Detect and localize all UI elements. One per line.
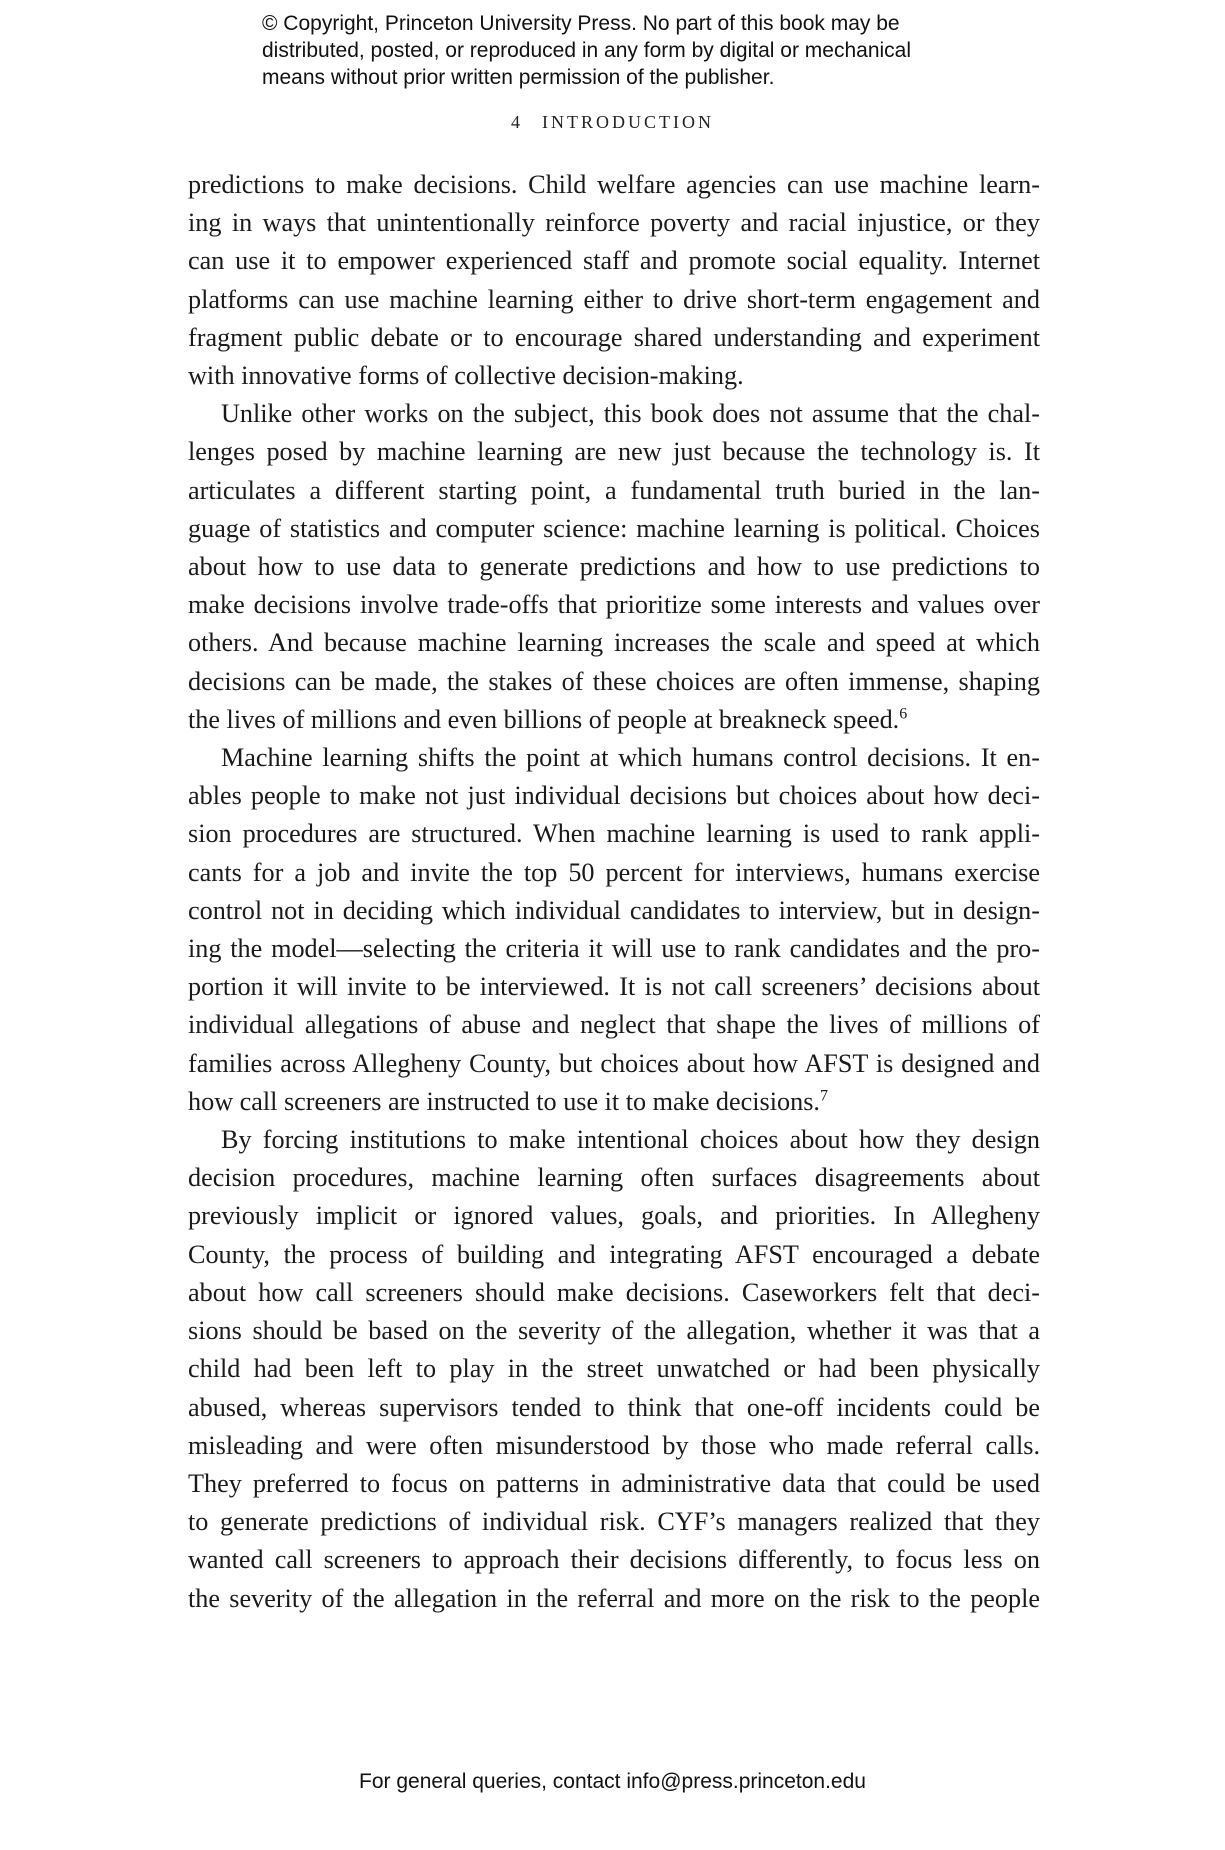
text-line: decision procedures, machine learning often surfaces disagreements about (188, 1163, 1040, 1193)
text-line: ing in ways that unintentionally reinforce poverty and racial injustice, or they (188, 208, 1040, 238)
text-line: to generate predictions of individual risk. CYF’s managers realized that they (188, 1507, 1040, 1537)
text-line: predictions to make decisions. Child welfare agencies can use machine learn- (188, 170, 1040, 199)
body-text (188, 166, 1040, 1618)
paragraph (188, 395, 1040, 739)
text-line: sion procedures are structured. When machine learning is used to rank appli- (188, 819, 1040, 849)
text-line: decisions can be made, the stakes of these choices are often immense, shaping (188, 666, 1040, 696)
text-line: wanted call screeners to approach their decisions differently, to focus less on (188, 1545, 1040, 1575)
text-line: By forcing institutions to make intentional choices about how they design (221, 1125, 1040, 1155)
paragraph (188, 739, 1040, 1121)
paragraph (188, 166, 1040, 395)
text-line: families across Allegheny County, but choices about how AFST is designed and (188, 1048, 1040, 1078)
text-line: guage of statistics and computer science: machine learning is political. Choices (188, 513, 1040, 543)
text-line: control not in deciding which individual candidates to interview, but in design- (188, 895, 1040, 925)
text-line: previously implicit or ignored values, goals, and priorities. In Allegheny (188, 1201, 1040, 1231)
page-number: 4 (511, 112, 520, 132)
copyright-line: © Copyright, Princeton University Press. No part of this book may be (262, 12, 900, 35)
text-line: articulates a different starting point, a fundamental truth buried in the lan- (188, 475, 1040, 505)
text-line: platforms can use machine learning either to drive short-term engagement and (188, 284, 1040, 314)
text-line: about how to use data to generate predictions and how to use predictions to (188, 552, 1040, 582)
text-line: County, the process of building and integrating AFST encouraged a debate (188, 1239, 1040, 1269)
footnote-marker: 7 (819, 1087, 828, 1105)
text-line: individual allegations of abuse and neglect that shape the lives of millions of (188, 1010, 1040, 1040)
chapter-title: INTRODUCTION (542, 112, 714, 132)
text-line: lenges posed by machine learning are new just because the technology is. It (188, 437, 1040, 467)
copyright-line: distributed, posted, or reproduced in any form by digital or mechanical (262, 39, 912, 62)
text-line: fragment public debate or to encourage shared understanding and experiment (188, 322, 1040, 352)
text-line: ing the model—selecting the criteria it will use to rank candidates and the pro- (188, 934, 1040, 964)
text-line: with innovative forms of collective decision-making. (188, 361, 744, 391)
text-line: abused, whereas supervisors tended to think that one-off incidents could be (188, 1392, 1040, 1422)
footnote-marker: 6 (899, 705, 908, 723)
copyright-line: means without prior written permission of the publisher. (262, 66, 775, 89)
text-line-content: the lives of millions and even billions of people at breakneck speed. (188, 704, 900, 734)
running-head (0, 112, 1225, 133)
footer-contact: For general queries, contact info@press.princeton.edu (359, 1770, 866, 1793)
text-line: the severity of the allegation in the referral and more on the risk to the people (188, 1583, 1040, 1613)
text-line: cants for a job and invite the top 50 percent for interviews, humans exercise (188, 857, 1040, 887)
copyright-notice (262, 10, 982, 91)
text-line: others. And because machine learning increases the scale and speed at which (188, 628, 1040, 658)
text-line: portion it will invite to be interviewed. It is not call screeners’ decisions about (188, 972, 1040, 1002)
text-line: misleading and were often misunderstood by those who made referral calls. (188, 1430, 1040, 1460)
paragraph (188, 1121, 1040, 1618)
text-line: They preferred to focus on patterns in administrative data that could be used (188, 1468, 1040, 1498)
text-line: can use it to empower experienced staff and promote social equality. Internet (188, 246, 1040, 276)
text-line: ables people to make not just individual decisions but choices about how deci- (188, 781, 1040, 811)
text-line-content: how call screeners are instructed to use it to make decisions. (188, 1086, 820, 1116)
text-line: child had been left to play in the street unwatched or had been physically (188, 1354, 1040, 1384)
text-line: Machine learning shifts the point at which humans control decisions. It en- (221, 743, 1040, 773)
text-line: about how call screeners should make decisions. Caseworkers felt that deci- (188, 1277, 1040, 1307)
text-line: make decisions involve trade-offs that prioritize some interests and values over (188, 590, 1040, 620)
text-line: Unlike other works on the subject, this book does not assume that the chal- (221, 399, 1040, 429)
text-line: sions should be based on the severity of the allegation, whether it was that a (188, 1316, 1040, 1346)
text-line (188, 701, 1040, 739)
text-line (188, 1083, 1040, 1121)
